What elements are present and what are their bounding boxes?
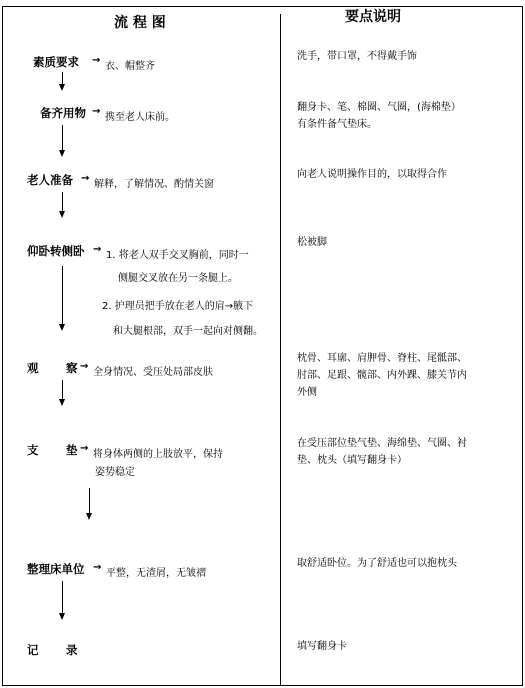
step-title: 垫 — [66, 443, 78, 457]
flow-column-header: 流 程 图 — [114, 15, 166, 31]
arrow-down-icon — [86, 513, 92, 520]
step-desc-line: 侧腿交叉放在另一条腿上。 — [118, 273, 238, 284]
flow-connector — [89, 488, 90, 513]
step-desc: 解释，了解情况、酌情关窗 — [94, 179, 214, 190]
flow-connector — [62, 125, 63, 150]
note-patient-prep: 向老人说明操作目的，以取得合作 — [297, 169, 447, 180]
arrow-icon: → — [80, 443, 89, 454]
step-desc-line: 和大腿根部，双手一起向对侧翻。 — [113, 326, 263, 337]
note-observe: 枕骨、耳廓、肩胛骨、脊柱、尾骶部、肘部、足跟、髋部、内外踝、膝关节内外侧 — [297, 353, 467, 398]
step-title: 仰卧转侧卧 — [27, 244, 85, 258]
arrow-icon: → — [92, 55, 101, 66]
step-desc-line: 1. 将老人双手交叉胸前，同时一 — [106, 250, 249, 261]
step-desc-line: 将身体两侧的上肢放平，保持 — [93, 449, 223, 460]
flow-connector — [62, 192, 63, 211]
step-desc: 携至老人床前。 — [105, 112, 175, 123]
note-quality: 洗手，带口罩，不得戴手饰 — [297, 51, 417, 62]
note-turn-side: 松被脚 — [297, 237, 327, 248]
step-title: 老人准备 — [27, 173, 73, 187]
arrow-down-icon — [59, 84, 65, 91]
notes-column-header: 要点说明 — [345, 9, 401, 25]
arrow-down-icon — [59, 150, 65, 157]
arrow-down-icon — [59, 399, 65, 406]
note-support: 在受压部位垫气垫、海绵垫、气圈、衬垫、枕头（填写翻身卡） — [297, 438, 467, 466]
step-title: 支 — [27, 443, 39, 457]
step-title: 整理床单位 — [27, 562, 85, 576]
flow-connector — [62, 581, 63, 613]
arrow-down-icon — [59, 211, 65, 218]
step-title: 录 — [66, 643, 78, 657]
note-tidy-bed: 取舒适卧位。为了舒适也可以抱枕头 — [297, 558, 457, 569]
step-desc: 全身情况、受压处局部皮肤 — [93, 367, 213, 378]
arrow-icon: → — [93, 562, 102, 573]
arrow-icon: → — [92, 106, 101, 117]
arrow-icon: → — [80, 361, 89, 372]
note-record: 填写翻身卡 — [297, 641, 347, 652]
step-desc: 衣、帽整齐 — [105, 61, 155, 72]
step-desc-line: 姿势稳定 — [95, 467, 135, 478]
column-divider — [280, 14, 281, 686]
flow-connector — [62, 266, 63, 324]
step-desc-line: 2. 护理员把手放在老人的肩→腋下 — [102, 301, 254, 312]
step-title: 观 — [27, 361, 39, 375]
step-title: 备齐用物 — [40, 106, 86, 120]
step-desc: 平整，无渣屑，无皱褶 — [106, 568, 206, 579]
arrow-down-icon — [59, 613, 65, 620]
arrow-icon: → — [81, 173, 90, 184]
note-supplies: 翻身卡、笔、棉圈、气圈，(海棉垫）有条件备气垫床。 — [297, 102, 461, 130]
step-title: 察 — [66, 361, 78, 375]
flow-connector — [62, 380, 63, 399]
arrow-down-icon — [59, 324, 65, 331]
flow-connector — [62, 72, 63, 84]
arrow-icon: → — [93, 244, 102, 255]
step-title: 记 — [27, 643, 39, 657]
step-title: 素质要求 — [33, 55, 79, 69]
